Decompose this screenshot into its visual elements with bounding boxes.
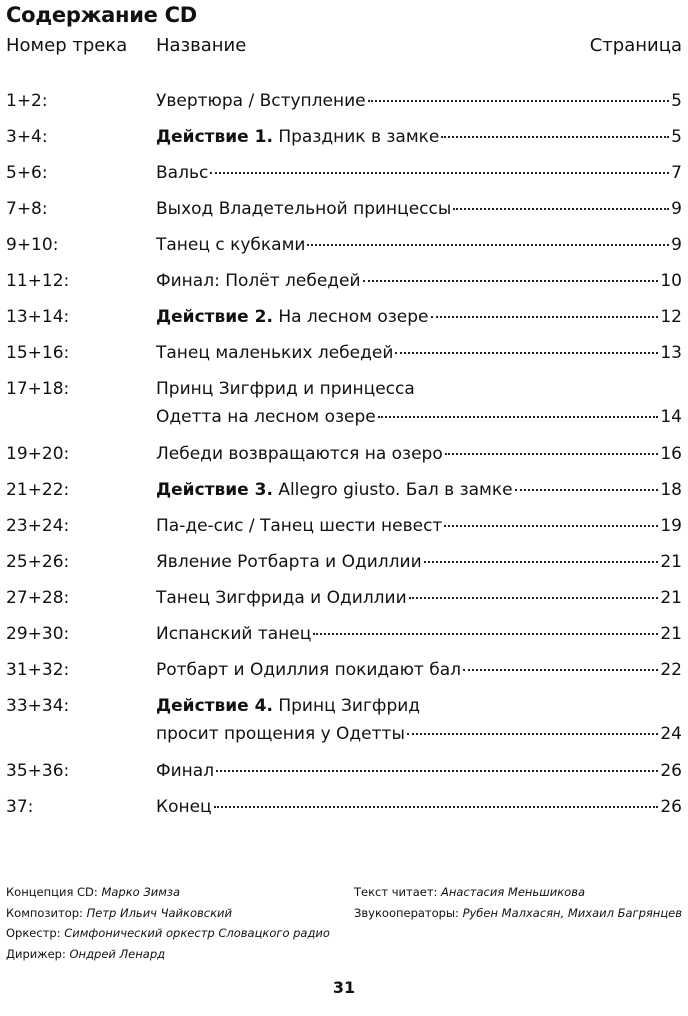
dot-leader: [368, 99, 670, 102]
track-title: Принц Зигфрид и принцесса: [156, 379, 415, 399]
track-row: [0, 548, 688, 577]
track-entry: [156, 303, 682, 331]
dot-leader: [424, 560, 659, 563]
track-title: Явление Ротбарта и Одиллии: [156, 552, 422, 572]
track-entry: [156, 793, 682, 821]
track-row: [0, 620, 688, 649]
credit-line: [6, 903, 330, 924]
track-page: 9: [671, 199, 682, 219]
track-entry: [156, 620, 682, 648]
track-page: 5: [671, 127, 682, 147]
track-page: 21: [660, 624, 682, 644]
credits-left: [6, 882, 330, 964]
track-entry: [156, 339, 682, 367]
track-title: Одетта на лесном озере: [156, 407, 376, 427]
credit-label: Звукооператоры:: [354, 905, 463, 920]
act-label: Действие 4.: [156, 696, 273, 716]
track-title: Па-де-сис / Танец шести невест: [156, 516, 443, 536]
track-entry: [156, 159, 682, 187]
act-label: Действие 1.: [156, 127, 273, 147]
track-row: [0, 656, 688, 685]
track-page: 13: [660, 343, 682, 363]
track-number: 25+26:: [6, 552, 70, 572]
act-label: Действие 2.: [156, 307, 273, 327]
track-number: 31+32:: [6, 660, 70, 680]
track-number: 9+10:: [6, 235, 59, 255]
track-page: 24: [660, 724, 682, 744]
dot-leader: [431, 315, 659, 318]
track-row: [0, 159, 688, 188]
track-title: Танец маленьких лебедей: [156, 343, 394, 363]
track-title: Финал: Полёт лебедей: [156, 271, 361, 291]
track-entry: [156, 195, 682, 223]
credit-label: Концепция CD:: [6, 885, 102, 899]
credit-line: [6, 882, 330, 903]
credits-right: [354, 882, 682, 923]
track-title: Принц Зигфрид: [272, 696, 421, 716]
dot-leader: [453, 207, 669, 210]
credit-label: Дирижер:: [6, 946, 70, 961]
track-number: 29+30:: [6, 624, 70, 644]
track-entry: [156, 656, 682, 684]
dot-leader: [407, 732, 658, 735]
track-number: 33+34:: [6, 696, 70, 716]
track-page: 14: [660, 407, 682, 427]
track-number: 19+20:: [6, 444, 70, 464]
header-title: Название: [156, 35, 247, 56]
track-row: [0, 375, 688, 433]
track-number: 15+16:: [6, 343, 70, 363]
credit-label: Оркестр:: [6, 926, 65, 940]
credit-label: Текст читает:: [354, 885, 442, 899]
track-number: 27+28:: [6, 588, 70, 608]
track-page: 16: [660, 444, 682, 464]
track-number: 11+12:: [6, 271, 70, 291]
track-row: [0, 267, 688, 296]
track-number: 37:: [6, 797, 34, 817]
dot-leader: [210, 171, 669, 174]
dot-leader: [378, 415, 659, 418]
credit-value: Ондрей Ленард: [69, 946, 166, 961]
track-row: [0, 123, 688, 152]
track-row: [0, 476, 688, 505]
track-number: 5+6:: [6, 163, 48, 183]
track-title: Лебеди возвращаются на озеро: [156, 444, 443, 464]
header-track-number: Номер трека: [6, 35, 128, 56]
dot-leader: [214, 805, 659, 808]
track-title: Финал: [156, 761, 215, 781]
track-entry: [156, 757, 682, 785]
track-entry: [156, 267, 682, 295]
dot-leader: [216, 769, 658, 772]
track-page: 18: [660, 480, 682, 500]
credit-line: [354, 903, 682, 924]
track-row: [0, 231, 688, 260]
track-row: [0, 512, 688, 541]
track-page: 9: [671, 235, 682, 255]
track-page: 22: [660, 660, 682, 680]
track-entry: [156, 123, 682, 151]
track-row: [0, 195, 688, 224]
track-number: 13+14:: [6, 307, 70, 327]
track-row: [0, 584, 688, 613]
track-title: Allegro giusto. Бал в замке: [272, 480, 513, 500]
track-number: 23+24:: [6, 516, 70, 536]
track-page: 26: [660, 761, 682, 781]
track-entry: [156, 512, 682, 540]
track-row: [0, 303, 688, 332]
track-number: 17+18:: [6, 379, 70, 399]
header-page: Страница: [589, 35, 682, 56]
credit-value: Симфонический оркестр Словацкого радио: [64, 926, 330, 940]
track-number: 1+2:: [6, 91, 48, 111]
track-row: [0, 440, 688, 469]
track-page: 12: [660, 307, 682, 327]
track-title: Танец Зигфрида и Одиллии: [156, 588, 407, 608]
track-page: 19: [660, 516, 682, 536]
track-entry: [156, 375, 682, 431]
credit-line: [354, 882, 682, 903]
track-number: 35+36:: [6, 761, 70, 781]
track-page: 5: [671, 91, 682, 111]
track-number: 21+22:: [6, 480, 70, 500]
dot-leader: [409, 596, 659, 599]
dot-leader: [445, 452, 659, 455]
page-title: Содержание CD: [6, 3, 197, 27]
act-label: Действие 3.: [156, 480, 273, 500]
dot-leader: [444, 524, 658, 527]
track-entry: [156, 440, 682, 468]
track-entry: [156, 231, 682, 259]
track-entry: [156, 548, 682, 576]
dot-leader: [463, 668, 658, 671]
track-page: 26: [660, 797, 682, 817]
track-number: 3+4:: [6, 127, 48, 147]
track-row: [0, 692, 688, 750]
track-entry: [156, 476, 682, 504]
dot-leader: [515, 488, 659, 491]
track-title: Праздник в замке: [272, 127, 440, 147]
track-page: 7: [671, 163, 682, 183]
page-number: 31: [332, 978, 356, 997]
track-row: [0, 339, 688, 368]
track-title: На лесном озере: [272, 307, 429, 327]
dot-leader: [363, 279, 659, 282]
track-number: 7+8:: [6, 199, 48, 219]
credit-value: Марко Зимза: [101, 885, 181, 899]
track-title: Ротбарт и Одиллия покидают бал: [156, 660, 461, 680]
dot-leader: [313, 632, 658, 635]
dot-leader: [307, 243, 669, 246]
credit-value: Рубен Малхасян, Михаил Багрянцев: [462, 905, 683, 920]
track-title: Увертюра / Вступление: [156, 91, 366, 111]
credit-value: Петр Ильич Чайковский: [86, 905, 233, 920]
dot-leader: [395, 351, 658, 354]
track-title: Выход Владетельной принцессы: [156, 199, 452, 219]
track-row: [0, 757, 688, 786]
credit-line: [6, 923, 330, 944]
track-page: 21: [660, 552, 682, 572]
track-row: [0, 87, 688, 116]
track-title: просит прощения у Одетты: [156, 724, 405, 744]
track-title: Испанский танец: [156, 624, 312, 644]
track-entry: [156, 584, 682, 612]
track-page: 21: [660, 588, 682, 608]
track-page: 10: [660, 271, 682, 291]
track-title: Конец: [156, 797, 212, 817]
track-entry: [156, 692, 682, 748]
track-list: [0, 87, 688, 829]
track-title: Танец с кубками: [156, 235, 306, 255]
credit-value: Анастасия Меньшикова: [441, 885, 586, 899]
dot-leader: [441, 135, 669, 138]
track-entry: [156, 87, 682, 115]
credit-line: [6, 944, 330, 965]
track-row: [0, 793, 688, 822]
credit-label: Композитор:: [6, 905, 87, 920]
track-title: Вальс: [156, 163, 209, 183]
